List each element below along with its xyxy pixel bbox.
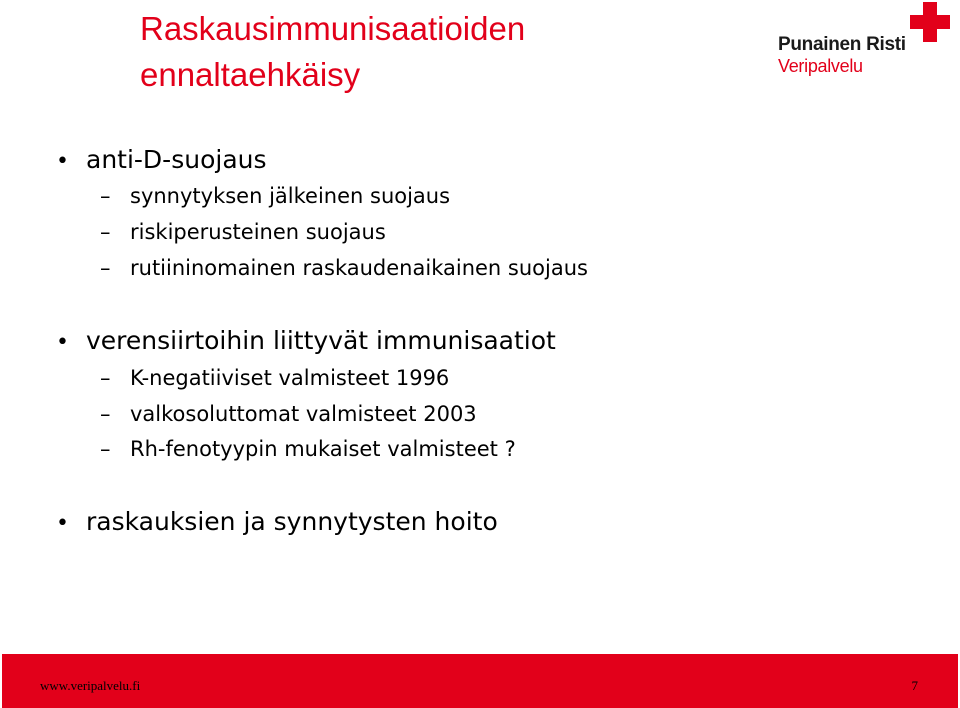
slide-title-line-2: ennaltaehkäisy — [140, 56, 361, 93]
sub-bullet-item — [100, 220, 386, 244]
sub-bullet-text: K-negatiiviset valmisteet 1996 — [130, 366, 450, 390]
sub-bullet-text: valkosoluttomat valmisteet 2003 — [130, 402, 477, 426]
sub-bullet-item — [100, 184, 450, 208]
bullet-marker: • — [56, 330, 69, 355]
logo-organization-name: Punainen Risti — [778, 34, 906, 55]
dash-marker: – — [100, 366, 111, 390]
red-cross-icon — [910, 2, 950, 42]
bullet-text: raskauksien ja synnytysten hoito — [86, 507, 498, 536]
bullet-item — [56, 326, 556, 355]
logo-division-name: Veripalvelu — [778, 56, 863, 76]
dash-marker: – — [100, 220, 111, 244]
dash-marker: – — [100, 184, 111, 208]
sub-bullet-item — [100, 402, 477, 426]
sub-bullet-item — [100, 256, 588, 280]
slide-title-line-1: Raskausimmunisaatioiden — [140, 10, 526, 47]
footer-website-link[interactable]: www.veripalvelu.fi — [40, 678, 141, 693]
bullet-marker: • — [56, 149, 69, 174]
sub-bullet-text: Rh-fenotyypin mukaiset valmisteet ? — [130, 437, 516, 461]
bullet-item — [56, 145, 267, 174]
footer-bar — [2, 654, 958, 708]
dash-marker: – — [100, 256, 111, 280]
dash-marker: – — [100, 402, 111, 426]
punainen-risti-logo — [774, 2, 954, 82]
sub-bullet-text: rutiininomainen raskaudenaikainen suojaus — [130, 256, 588, 280]
bullet-marker: • — [56, 511, 69, 536]
page-number: 7 — [911, 678, 918, 693]
sub-bullet-item — [100, 437, 516, 461]
sub-bullet-text: riskiperusteinen suojaus — [130, 220, 386, 244]
sub-bullet-text: synnytyksen jälkeinen suojaus — [130, 184, 451, 208]
dash-marker: – — [100, 437, 111, 461]
bullet-text: verensiirtoihin liittyvät immunisaatiot — [86, 326, 556, 355]
bullet-item — [56, 507, 498, 536]
bullet-text: anti-D-suojaus — [86, 145, 267, 174]
sub-bullet-item — [100, 366, 449, 390]
slide-title — [140, 6, 740, 98]
